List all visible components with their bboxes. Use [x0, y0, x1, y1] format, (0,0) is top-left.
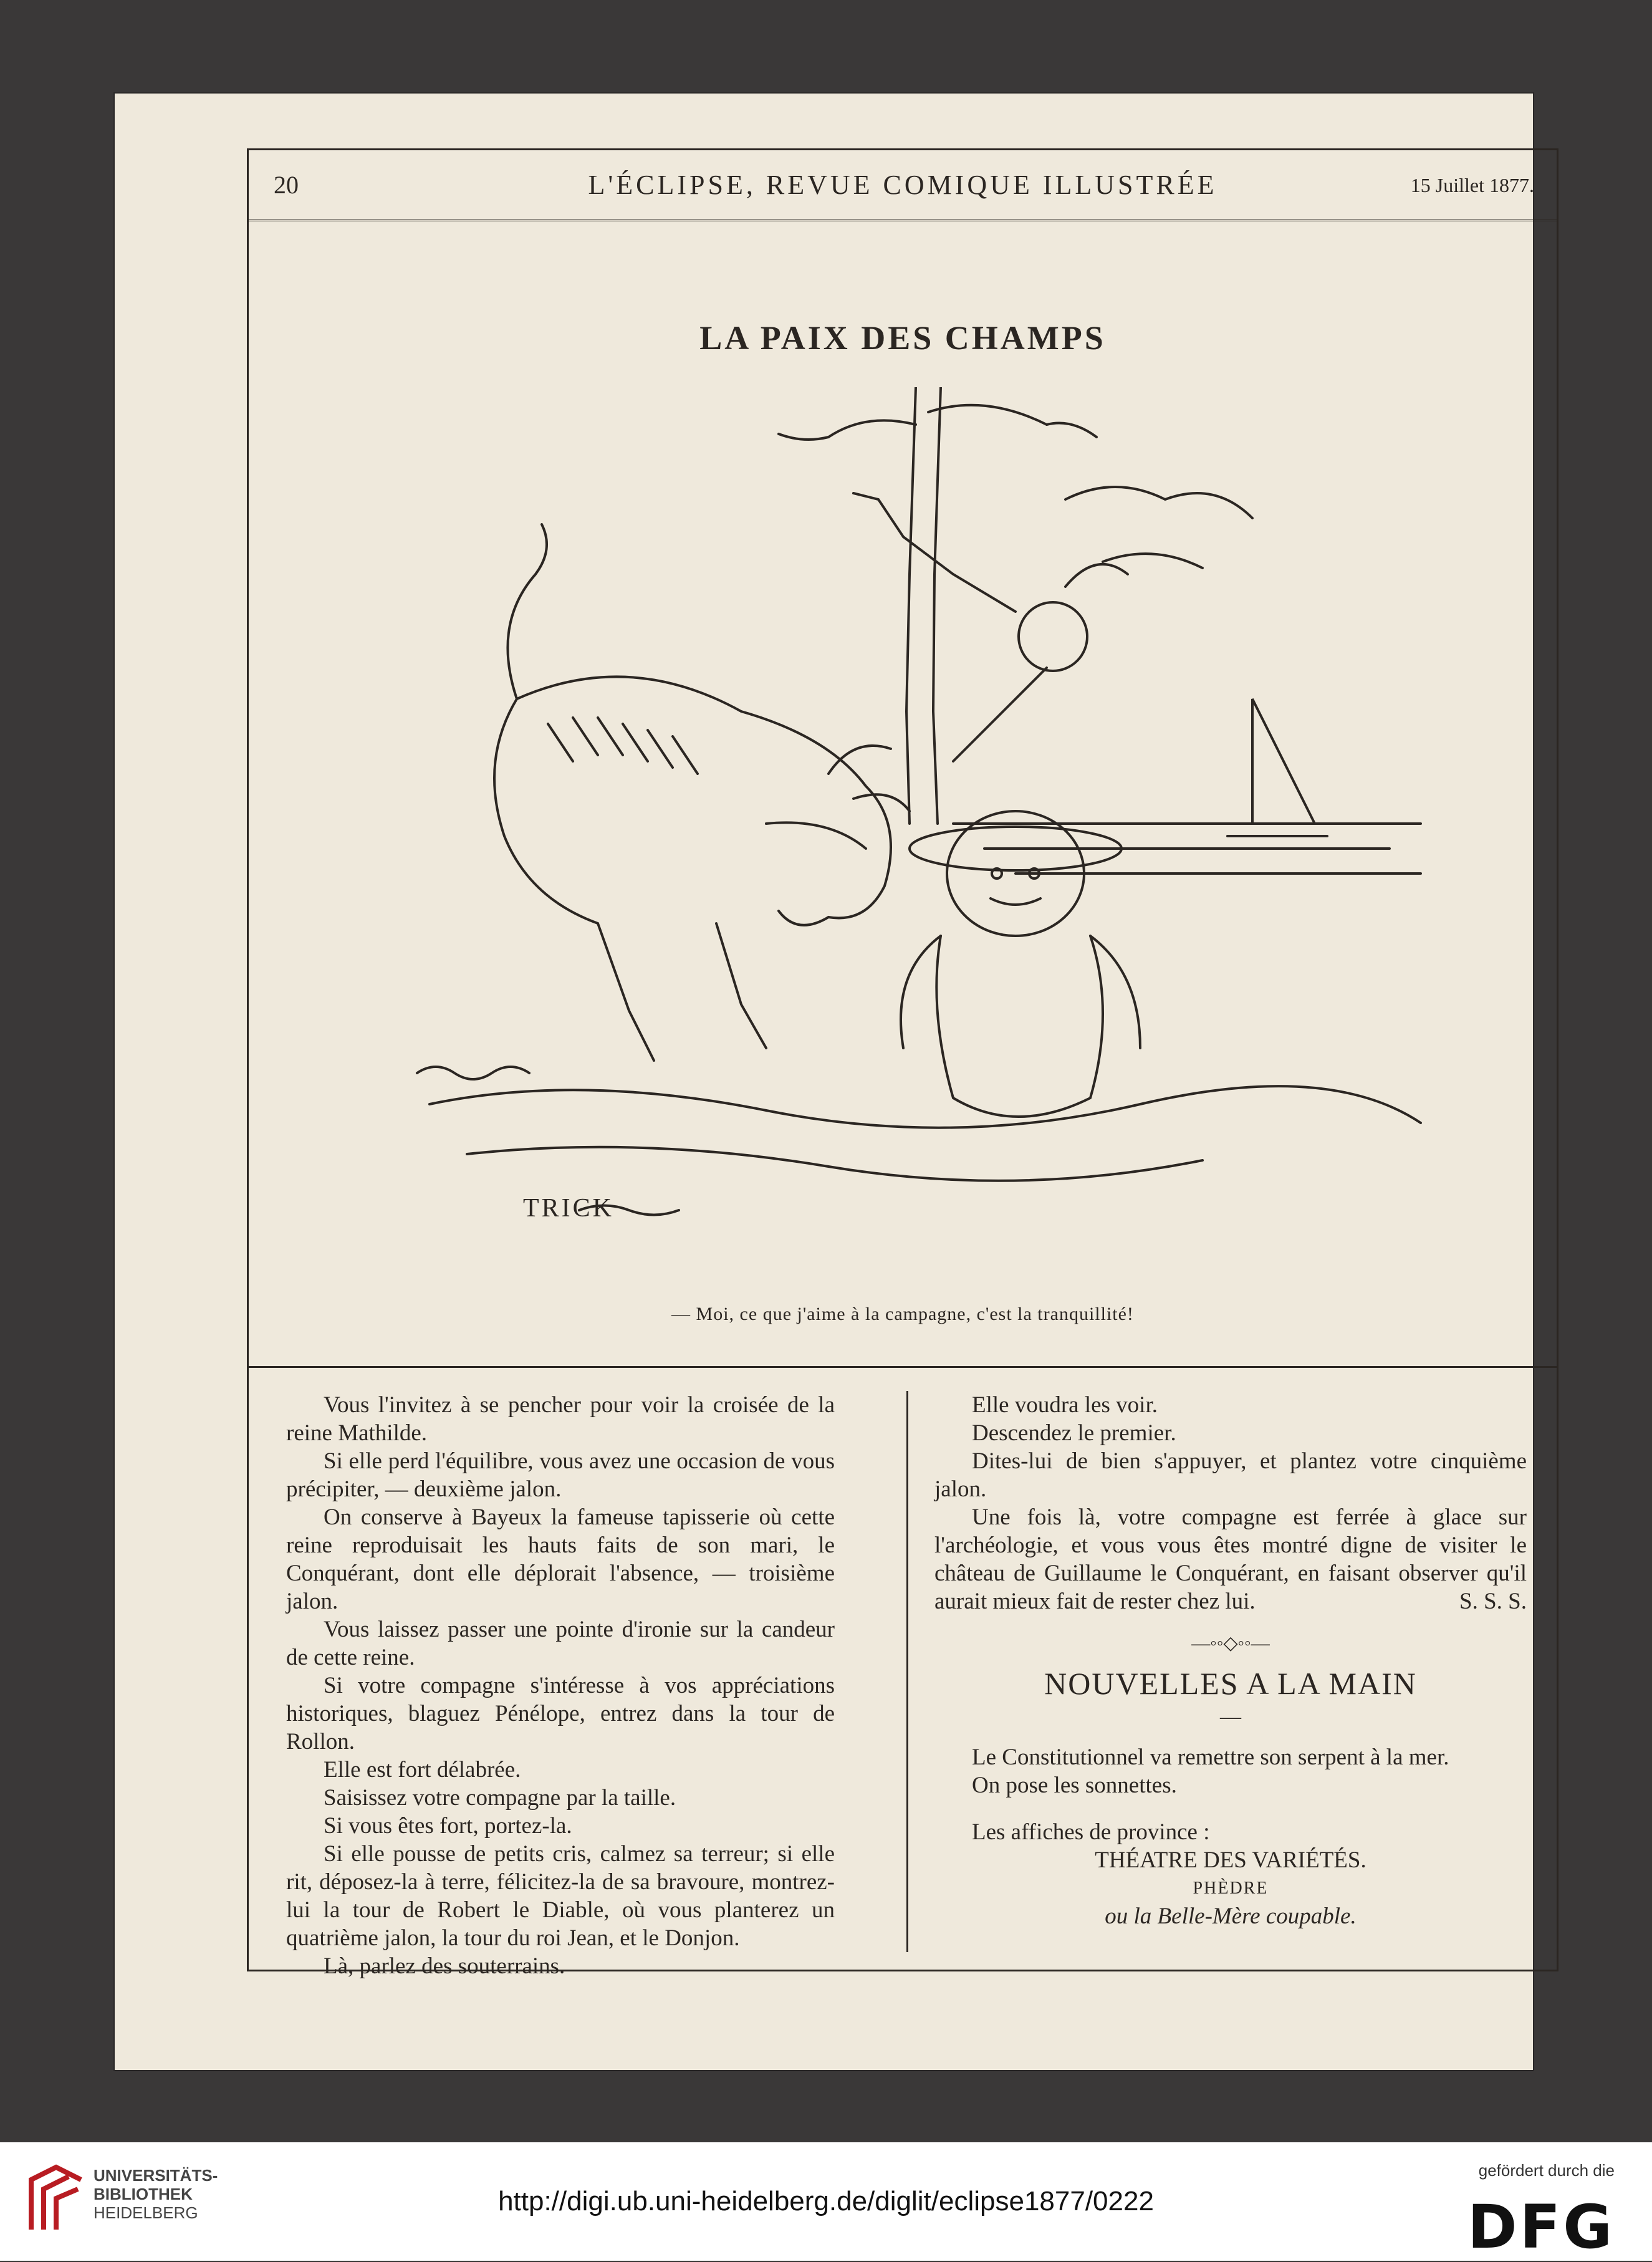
theatre-name: THÉATRE DES VARIÉTÉS.	[1095, 1847, 1366, 1873]
funder-logo: DFG	[1467, 2192, 1615, 2262]
play-subtitle: ou la Belle-Mère coupable.	[1105, 1903, 1357, 1929]
illustration-caption: — Moi, ce que j'aime à la campagne, c'est la tranquillité!	[671, 1304, 1134, 1324]
paragraph: Dites-lui de bien s'appuyer, et plantez votre cinquième jalon.	[934, 1448, 1527, 1502]
play-title: PHÈDRE	[1193, 1879, 1269, 1898]
news-item: Les affiches de province :	[972, 1819, 1210, 1845]
paragraph: Vous laissez passer une pointe d'ironie sur la candeur de cette reine.	[286, 1617, 835, 1670]
paragraph: Vous l'invitez à se pencher pour voir la croisée de la reine Mathilde.	[286, 1392, 835, 1446]
funding-label: gefördert durch die	[1478, 2161, 1615, 2180]
paragraph-text: Une fois là, votre compagne est ferrée à glace sur l'archéologie, et vous vous êtes montré digne de visiter le château de Guillaume le Conquérant, en faisant observer qu'il aurait mieux fait de rester chez lui.	[934, 1504, 1527, 1614]
paragraph	[934, 1503, 1527, 1615]
section-dash: —	[1220, 1705, 1241, 1728]
scanned-page	[115, 94, 1533, 2070]
viewer-footer	[0, 2142, 1652, 2261]
cartoon-illustration	[392, 387, 1452, 1279]
paragraph: Si vous êtes fort, portez-la.	[324, 1813, 572, 1839]
paragraph: Saisissez votre compagne par la taille.	[324, 1785, 676, 1811]
page-number: 20	[274, 171, 299, 199]
paragraph: Si elle perd l'équilibre, vous avez une occasion de vous précipiter, — deuxième jalon.	[286, 1448, 835, 1502]
ornament-divider: —◦◦◇◦◦—	[1191, 1633, 1270, 1653]
paragraph: Si votre compagne s'intéresse à vos appréciations historiques, blaguez Pénélope, entrez dans la tour de Rollon.	[286, 1673, 835, 1754]
author-signature: S. S. S.	[1459, 1589, 1527, 1614]
illustration-title: LA PAIX DES CHAMPS	[699, 319, 1106, 357]
page-header	[249, 150, 1557, 221]
institution-name: UNIVERSITÄTS- BIBLIOTHEK HEIDELBERG	[94, 2166, 218, 2222]
page-frame	[247, 148, 1558, 1979]
right-column	[934, 1391, 1527, 1930]
paragraph: On conserve à Bayeux la fameuse tapisserie où cette reine reproduisait les hauts faits de son mari, le Conquérant, dont elle déplorait l'absence, — troisième jalon.	[286, 1504, 835, 1614]
news-item: Le Constitutionnel va remettre son serpent à la mer.	[972, 1745, 1449, 1770]
paragraph: Elle est fort délabrée.	[324, 1757, 521, 1783]
permalink[interactable]: http://digi.ub.uni-heidelberg.de/diglit/eclipse1877/0222	[498, 2186, 1154, 2216]
section-divider	[249, 1366, 1557, 1368]
paragraph: Descendez le premier.	[972, 1420, 1176, 1446]
section-title: NOUVELLES A LA MAIN	[1044, 1666, 1417, 1701]
paragraph: Là, parlez des souterrains.	[324, 1953, 565, 1979]
paragraph: Elle voudra les voir.	[972, 1392, 1158, 1418]
left-column	[286, 1391, 835, 1980]
issue-date: 15 Juillet 1877.	[1410, 174, 1534, 196]
paragraph: Si elle pousse de petits cris, calmez sa terreur; si elle rit, déposez-la à terre, félicitez-la de sa bravoure, montrez-lui la tour de Robert le Diable, où vous planterez un quatrième jalon, la tour du roi Jean, et le Donjon.	[286, 1841, 835, 1951]
news-item: On pose les sonnettes.	[972, 1773, 1177, 1798]
journal-title: L'ÉCLIPSE, REVUE COMIQUE ILLUSTRÉE	[588, 170, 1217, 200]
artist-signature: TRICK	[523, 1194, 614, 1223]
column-rule	[906, 1391, 908, 1952]
